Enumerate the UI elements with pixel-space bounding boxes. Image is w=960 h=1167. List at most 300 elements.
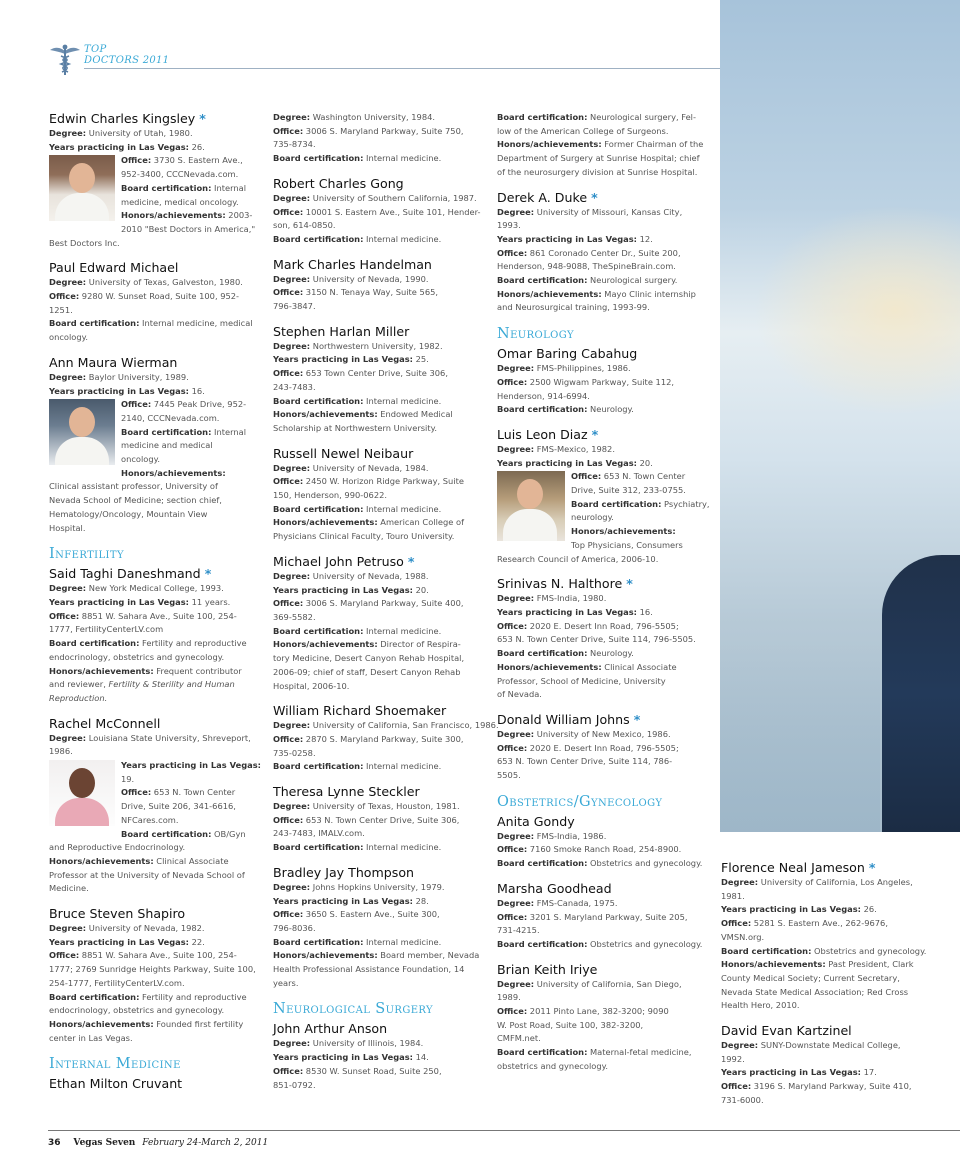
bio-text: University of Nevada, 1988.	[310, 570, 429, 581]
bio-text: 2450 W. Horizon Ridge Parkway, Suite	[303, 476, 464, 487]
bio-line	[49, 963, 263, 977]
bio-text: 653 N. Town Center	[601, 471, 686, 482]
bio-line	[273, 638, 487, 652]
doctor-entry	[273, 257, 487, 314]
bio-label: Degree:	[273, 340, 311, 351]
doctor-entry	[273, 1021, 487, 1092]
doctor-name-text: Bruce Steven Shapiro	[49, 906, 186, 922]
kicker-line-1: TOP	[84, 44, 107, 55]
bio-label: Honors/achievements:	[49, 855, 154, 866]
bio-line	[497, 728, 711, 742]
bio-text: 19.	[121, 773, 135, 784]
bio-text: 369-5582.	[273, 611, 316, 622]
doctor-entry	[49, 260, 263, 345]
doctor-name	[273, 703, 487, 718]
bio-line	[721, 917, 935, 931]
bio-text: FMS-Canada, 1975.	[534, 897, 618, 908]
bio-text: 731-6000.	[721, 1094, 764, 1105]
doctor-name-text: Paul Edward Michael	[49, 260, 179, 276]
bio-text: medicine and medical	[121, 440, 213, 451]
doctor-entry	[721, 860, 935, 1013]
bio-line	[497, 592, 711, 606]
bio-line	[497, 390, 711, 404]
page-footer	[48, 1137, 268, 1149]
bio-line	[49, 922, 263, 936]
bio-text: Fertility and reproductive	[139, 991, 247, 1002]
bio-text: University of Southern California, 1987.	[310, 192, 477, 203]
bio-label: Degree:	[49, 128, 87, 138]
bio-text: medicine, medical oncology.	[121, 196, 239, 207]
bio-label: Honors/achievements:	[497, 661, 602, 672]
bio-text: 2140, CCCNevada.com.	[121, 412, 220, 423]
bio-label: Board certification:	[121, 828, 212, 839]
doctor-name	[273, 324, 487, 339]
bio-line	[49, 949, 263, 963]
bio-line	[497, 274, 711, 288]
bio-label: Years practicing in Las Vegas:	[497, 606, 637, 617]
bio-line	[497, 897, 711, 911]
bio-label: Honors/achievements:	[721, 959, 826, 970]
bio-text: Internal medicine.	[363, 842, 442, 853]
bio-line	[721, 1066, 935, 1080]
bio-text: 1989.	[497, 992, 521, 1003]
bio-line	[49, 141, 263, 155]
bio-label: Office:	[497, 376, 528, 387]
bio-label: Office:	[497, 911, 528, 922]
bio-label: Degree:	[497, 978, 535, 989]
bio-line	[497, 376, 711, 390]
doctor-entry	[273, 446, 487, 544]
bio-line	[273, 963, 487, 977]
bio-text: Internal medicine.	[363, 936, 442, 947]
footer-rule	[48, 1130, 960, 1131]
bio-text: Fertility and reproductive	[139, 638, 247, 649]
bio-line	[497, 403, 711, 417]
bio-text: American College of	[377, 517, 465, 528]
bio-label: Degree:	[273, 192, 311, 203]
bio-label: Honors/achievements:	[273, 517, 378, 528]
doctor-name	[49, 1076, 263, 1091]
bio-label: Board certification:	[273, 153, 364, 164]
doctor-name	[273, 257, 487, 272]
bio-text: 9280 W. Sunset Road, Suite 100, 952-	[79, 291, 240, 302]
bio-label: Degree:	[497, 830, 535, 841]
bio-text: Internal medicine.	[363, 233, 442, 244]
doctor-entry	[497, 962, 711, 1074]
bio-text: Mayo Clinic internship	[601, 288, 696, 299]
bio-line	[273, 408, 487, 422]
star-marker: *	[204, 566, 212, 582]
bio-line	[721, 890, 935, 904]
bio-line	[273, 489, 487, 503]
bio-line	[273, 625, 487, 639]
bio-line	[273, 719, 499, 733]
bio-label: Degree:	[273, 881, 311, 892]
bio-text: 796-3847.	[273, 301, 316, 312]
bio-text: 7160 Smoke Ranch Road, 254-8900.	[527, 844, 682, 855]
doctor-name	[273, 176, 487, 191]
bio-label: Board certification:	[273, 625, 364, 636]
bio-text: 2500 Wigwam Parkway, Suite 112,	[527, 376, 675, 387]
bio-label: Degree:	[273, 462, 311, 473]
bio-line	[49, 841, 263, 855]
bio-line	[49, 732, 263, 746]
doctor-entry	[273, 176, 487, 247]
bio-text: Internal medicine, medical	[139, 318, 253, 329]
bio-label: Degree:	[497, 443, 535, 454]
doctor-name	[497, 881, 711, 896]
bio-text: Clinical Associate	[601, 661, 677, 672]
bio-text: 150, Henderson, 990-0622.	[273, 490, 388, 501]
bio-line	[273, 516, 487, 530]
doctor-name-text: Omar Baring Cabahug	[497, 346, 638, 362]
bio-text: Internal medicine.	[363, 761, 442, 772]
bio-line	[497, 978, 711, 992]
doctor-name	[273, 784, 487, 799]
bio-italic-text: Fertility & Sterility and Human	[108, 679, 235, 690]
bio-label: Honors/achievements:	[571, 526, 676, 537]
bio-line	[273, 827, 487, 841]
column-4	[721, 860, 935, 1118]
star-marker: *	[591, 189, 598, 205]
bio-text: center in Las Vegas.	[49, 1032, 133, 1043]
bio-text: University of Texas, Houston, 1981.	[310, 801, 460, 812]
bio-line	[49, 745, 263, 759]
bio-line	[49, 869, 263, 883]
bio-line	[497, 111, 711, 125]
bio-line	[49, 828, 263, 842]
bio-text: and reviewer,	[49, 679, 109, 690]
doctor-name	[49, 111, 263, 126]
bio-text: FMS-India, 1980.	[534, 593, 607, 604]
bio-text: 3006 S. Maryland Parkway, Suite 400,	[303, 598, 464, 609]
doctor-name-text: Stephen Harlan Miller	[273, 323, 410, 339]
doctor-name-text: Anita Gondy	[497, 813, 575, 829]
bio-line	[497, 152, 711, 166]
bio-line	[273, 747, 487, 761]
star-marker: *	[626, 576, 633, 592]
doctor-name	[497, 190, 711, 205]
bio-label: Years practicing in Las Vegas:	[49, 596, 189, 607]
bio-label: Honors/achievements:	[497, 288, 602, 299]
bio-line	[497, 830, 711, 844]
bio-label: Honors/achievements:	[121, 467, 226, 478]
bio-label: Degree:	[497, 728, 535, 739]
bio-line	[273, 1065, 487, 1079]
bio-text: Henderson, 914-6994.	[497, 390, 590, 401]
bio-text: Internal medicine.	[363, 503, 442, 514]
bio-line	[721, 876, 935, 890]
bio-line	[273, 1079, 487, 1093]
bio-label: Office:	[497, 247, 528, 258]
bio-label: Office:	[497, 742, 528, 753]
bio-label: Degree:	[49, 277, 87, 288]
doctor-entry	[721, 1023, 935, 1108]
bio-label: Degree:	[273, 570, 311, 581]
bio-text: Hematology/Oncology, Mountain View	[49, 508, 208, 519]
bio-text: Medicine.	[49, 883, 89, 894]
bio-label: Office:	[121, 399, 152, 410]
bio-text: tory Medicine, Desert Canyon Rehab Hospital,	[273, 653, 465, 664]
doctor-name	[497, 346, 711, 361]
bio-line	[721, 1053, 935, 1067]
bio-text: 2870 S. Maryland Parkway, Suite 300,	[303, 733, 464, 744]
bio-line	[273, 422, 487, 436]
bio-line	[273, 841, 487, 855]
bio-text: Louisiana State University, Shreveport,	[86, 732, 251, 743]
bio-text: of Nevada.	[497, 689, 542, 700]
bio-text: 653 N. Town Center	[151, 787, 236, 798]
bio-line	[721, 958, 935, 972]
doctor-name-text: Robert Charles Gong	[273, 175, 404, 191]
bio-line	[273, 814, 487, 828]
bio-label: Degree:	[49, 923, 87, 934]
doctor-entry	[49, 1076, 263, 1091]
bio-line	[49, 331, 263, 345]
bio-label: Years practicing in Las Vegas:	[273, 584, 413, 595]
bio-line	[49, 855, 263, 869]
bio-text: Henderson, 948-9088, TheSpineBrain.com.	[497, 261, 676, 272]
star-marker: *	[199, 111, 206, 126]
bio-label: Office:	[273, 814, 304, 825]
doctor-name-text: Derek A. Duke	[497, 189, 588, 205]
bio-label: Degree:	[497, 206, 535, 217]
bio-label: Honors/achievements:	[273, 950, 378, 961]
bio-text: Founded first fertility	[153, 1018, 244, 1029]
bio-line	[49, 276, 263, 290]
doctor-entry	[49, 906, 263, 1045]
doctor-entry	[497, 881, 711, 952]
bio-label: Board certification:	[497, 858, 588, 869]
bio-text: 243-7483, IMALV.com.	[273, 828, 365, 839]
bio-line	[49, 936, 263, 950]
bio-text: Former Chairman of the	[601, 139, 704, 150]
doctor-name	[273, 865, 487, 880]
bio-text: 796-8036.	[273, 922, 316, 933]
bio-label: Office:	[273, 368, 304, 379]
bio-line	[49, 1032, 263, 1046]
bio-line	[497, 233, 711, 247]
bio-text: 20.	[637, 457, 653, 468]
doctor-name-text: John Arthur Anson	[273, 1021, 388, 1037]
bio-line	[497, 1005, 711, 1019]
bio-label: Degree:	[273, 1038, 311, 1049]
doctor-name	[497, 814, 711, 829]
column-3	[497, 111, 711, 1084]
bio-text: 1992.	[721, 1053, 745, 1064]
kicker-line-2: DOCTORS 2011	[84, 55, 170, 66]
bio-line	[497, 166, 711, 180]
section-kicker	[84, 44, 169, 66]
bio-label: Honors/achievements:	[497, 139, 602, 150]
bio-italic-text: Reproduction.	[49, 692, 108, 703]
bio-line	[497, 301, 711, 315]
bio-text: 1981.	[721, 890, 745, 901]
bio-label: Degree:	[273, 720, 311, 731]
bio-text: 16.	[189, 385, 205, 396]
bio-text: Internal medicine.	[363, 395, 442, 406]
section-title-infertility: Infertility	[49, 546, 124, 563]
bio-line	[273, 125, 487, 139]
bio-text: Board member, Nevada	[377, 950, 480, 961]
bio-line	[721, 986, 935, 1000]
bio-label: Office:	[273, 287, 304, 298]
doctor-name-text: Ethan Milton Cruvant	[49, 1076, 183, 1092]
bio-text: low of the American College of Surgeons.	[497, 125, 669, 136]
bio-text: 8530 W. Sunset Road, Suite 250,	[303, 1065, 442, 1076]
bio-text: University of California, San Diego,	[534, 978, 682, 989]
bio-text: 10001 S. Eastern Ave., Suite 101, Hender-	[303, 206, 481, 217]
doctor-entry	[497, 427, 711, 566]
bio-line	[49, 371, 263, 385]
bio-text: Health Hero, 2010.	[721, 1000, 800, 1011]
bio-line	[273, 680, 487, 694]
doctor-name	[49, 566, 263, 581]
bio-label: Office:	[273, 598, 304, 609]
doctor-name	[273, 446, 487, 461]
doctor-name	[721, 860, 935, 875]
doctor-name-text: David Evan Kartzinel	[721, 1023, 852, 1039]
bio-text: University of Texas, Galveston, 1980.	[86, 277, 243, 288]
bio-line	[273, 570, 487, 584]
bio-text: 731-4215.	[497, 925, 540, 936]
bio-line	[273, 111, 487, 125]
bio-label: Office:	[273, 1065, 304, 1076]
bio-line	[49, 290, 263, 304]
bio-label: Degree:	[273, 273, 311, 284]
doctor-headshot	[49, 760, 115, 826]
bio-text: 3730 S. Eastern Ave.,	[151, 155, 243, 166]
bio-text: Baylor University, 1989.	[86, 371, 189, 382]
bio-line	[49, 508, 263, 522]
bio-text: 14.	[413, 1052, 429, 1063]
bio-text: of the neurosurgery division at Sunrise Hospital.	[497, 166, 698, 177]
bio-text: FMS-Mexico, 1982.	[534, 443, 615, 454]
bio-text: SUNY-Downstate Medical College,	[758, 1040, 901, 1051]
bio-text: Internal medicine.	[363, 153, 442, 164]
bio-label: Board certification:	[121, 426, 212, 437]
bio-label: Degree:	[497, 897, 535, 908]
bio-line	[497, 247, 711, 261]
bio-text: 1251.	[49, 304, 73, 315]
bio-line	[273, 1051, 487, 1065]
section-title-internal-medicine: Internal Medicine	[49, 1056, 181, 1073]
bio-text: Psychiatry,	[661, 498, 710, 509]
bio-line	[497, 553, 711, 567]
bio-label: Honors/achievements:	[121, 210, 226, 221]
doctor-entry	[273, 703, 499, 774]
bio-text: Research Council of America, 2006-10.	[497, 553, 659, 564]
bio-label: Board certification:	[273, 233, 364, 244]
bio-line	[497, 688, 711, 702]
doctor-name	[273, 1021, 487, 1036]
bio-line	[273, 881, 487, 895]
bio-text: 3201 S. Maryland Parkway, Suite 205,	[527, 911, 688, 922]
bio-label: Office:	[121, 787, 152, 798]
photo-suit	[882, 555, 960, 832]
bio-line	[49, 882, 263, 896]
bio-label: Board certification:	[497, 112, 588, 122]
bio-line	[497, 288, 711, 302]
bio-text: Clinical Associate	[153, 855, 229, 866]
bio-text: Drive, Suite 206, 341-6616,	[121, 801, 236, 812]
bio-label: Years practicing in Las Vegas:	[721, 1067, 861, 1078]
bio-line	[273, 908, 487, 922]
bio-line	[49, 582, 263, 596]
bio-line	[273, 936, 487, 950]
bio-line	[497, 457, 711, 471]
bio-label: Years practicing in Las Vegas:	[49, 385, 189, 396]
bio-text: 16.	[637, 606, 653, 617]
doctor-name	[497, 427, 711, 442]
doctor-name	[49, 355, 263, 370]
bio-text: and Neurosurgical training, 1993-99.	[497, 302, 650, 313]
bio-text: oncology.	[49, 332, 88, 343]
bio-line	[497, 362, 711, 376]
bio-text: 5505.	[497, 770, 521, 781]
bio-text: and Reproductive Endocrinology.	[49, 842, 186, 853]
bio-line	[49, 385, 263, 399]
bio-text: Professor, School of Medicine, University	[497, 675, 666, 686]
bio-line	[273, 800, 487, 814]
bio-label: Board certification:	[571, 498, 662, 509]
bio-text: 952-3400, CCCNevada.com.	[121, 169, 239, 180]
bio-line	[497, 769, 711, 783]
bio-label: Board certification:	[49, 638, 140, 649]
bio-label: Board certification:	[49, 991, 140, 1002]
star-marker: *	[868, 860, 876, 875]
doctor-entry	[497, 190, 711, 316]
bio-label: Degree:	[49, 371, 87, 382]
bio-text: Top Physicians, Consumers	[571, 539, 683, 550]
bio-line	[497, 755, 711, 769]
doctor-entry	[497, 712, 711, 783]
bio-text: Internal	[211, 182, 247, 193]
doctor-name-text: Michael John Petruso	[273, 553, 404, 569]
bio-text: 8851 W. Sahara Ave., Suite 100, 254-	[79, 610, 237, 621]
bio-label: Degree:	[497, 363, 535, 374]
bio-text: Director of Respira-	[377, 639, 461, 650]
bio-line	[273, 462, 487, 476]
bio-line	[273, 219, 487, 233]
doctor-entry	[49, 111, 263, 250]
bio-line	[49, 1018, 263, 1032]
bio-text: Department of Surgery at Sunrise Hospital; chief	[497, 153, 700, 164]
doctor-entry	[497, 576, 711, 702]
bio-line	[273, 652, 487, 666]
bio-text: 653 N. Town Center Drive, Suite 306,	[303, 814, 460, 825]
doctor-entry	[497, 814, 711, 871]
bio-text: W. Post Road, Suite 100, 382-3200,	[497, 1019, 644, 1030]
bio-text: 26.	[861, 904, 877, 915]
doctor-name-text: Russell Newel Neibaur	[273, 445, 414, 461]
bio-line	[273, 353, 487, 367]
bio-line	[721, 999, 935, 1013]
bio-line	[497, 991, 711, 1005]
bio-text: Health Professional Assistance Foundation, 14	[273, 964, 465, 975]
bio-line	[497, 1060, 711, 1074]
bio-label: Board certification:	[273, 761, 364, 772]
bio-label: Board certification:	[49, 318, 140, 329]
bio-text: 11 years.	[189, 596, 231, 607]
bio-text: 5281 S. Eastern Ave., 262-9676,	[751, 918, 888, 929]
bio-label: Years practicing in Las Vegas:	[497, 233, 637, 244]
bio-text: Scholarship at Northwestern University.	[273, 422, 437, 433]
bio-text: obstetrics and gynecology.	[497, 1060, 608, 1071]
doctor-name-text: Luis Leon Diaz	[497, 426, 588, 442]
bio-line	[49, 610, 263, 624]
bio-text: Past President, Clark	[825, 959, 914, 970]
